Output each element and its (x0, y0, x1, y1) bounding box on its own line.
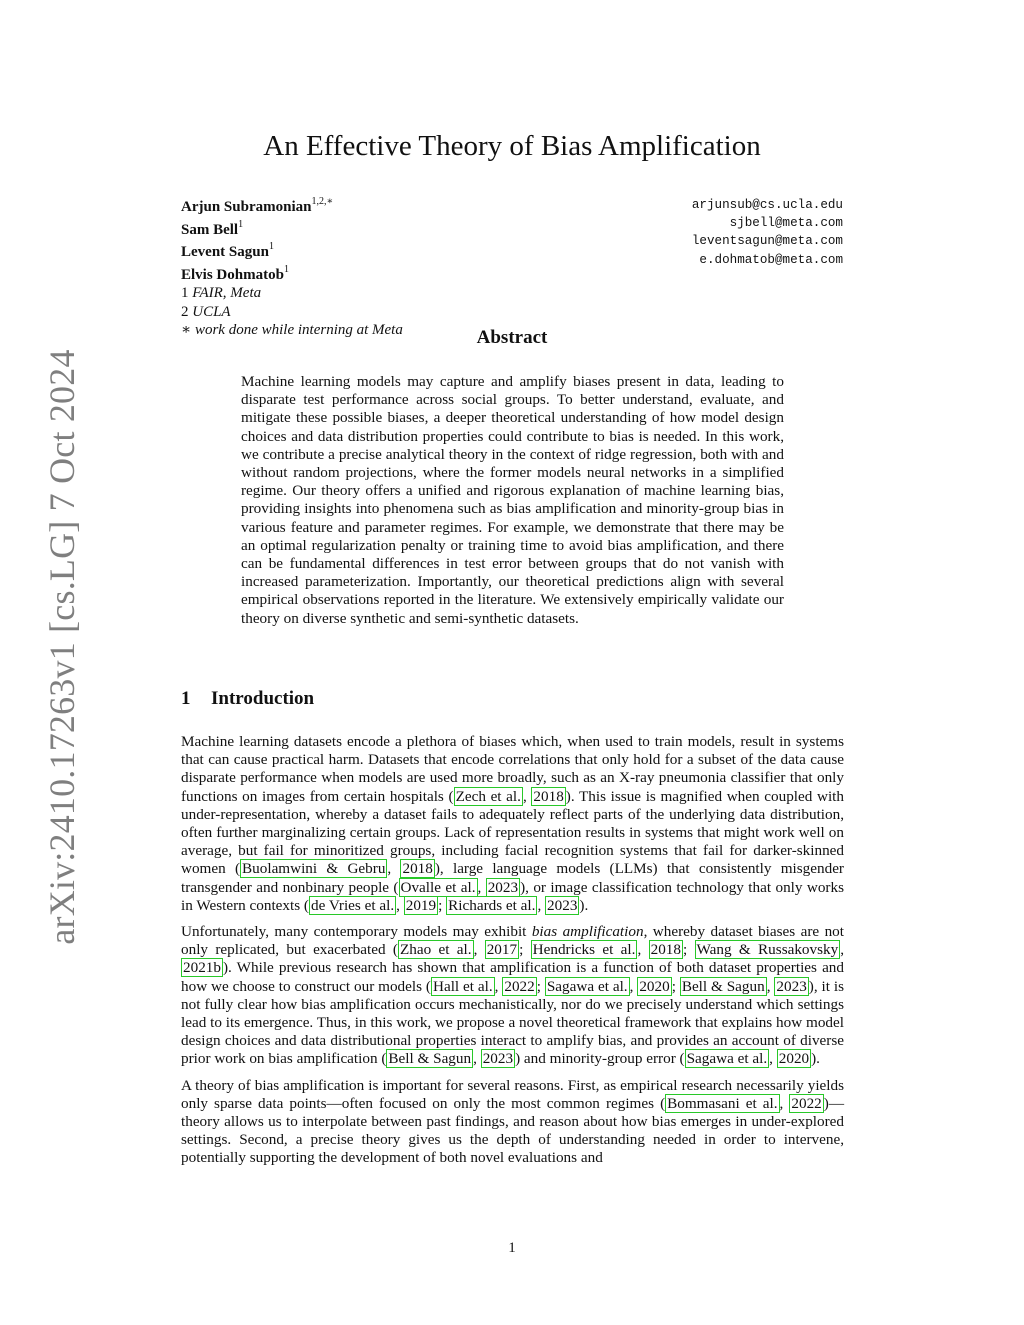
citation-link[interactable]: 2020 (639, 977, 670, 995)
citation-link[interactable]: 2018 (533, 787, 564, 805)
author-name: Elvis Dohmatob (181, 266, 284, 283)
text-run: , (766, 977, 775, 995)
citation-link[interactable]: de Vries et al. (310, 896, 395, 914)
email-3[interactable]: leventsagun@meta.com (691, 234, 843, 249)
citation-link[interactable]: Ovalle et al. (400, 878, 476, 896)
text-run: ; (536, 977, 545, 995)
citation-link[interactable]: 2017 (486, 941, 518, 959)
author-2 (181, 217, 403, 240)
citation-link[interactable]: Sagawa et al. (686, 1050, 768, 1068)
text-run: , (629, 977, 638, 995)
paragraph-2 (181, 923, 844, 1069)
text-run: , (396, 896, 404, 914)
abstract-heading: Abstract (476, 327, 548, 348)
citation-link[interactable]: 2023 (487, 878, 519, 896)
author-affil-mark: 1 (283, 263, 289, 275)
text-run: , (387, 860, 401, 878)
text-run: ), or image classification technology that only works in Western contexts ( (181, 878, 844, 914)
text-run: , (840, 941, 845, 959)
abstract-text: Machine learning models may capture and amplify biases present in data, leading to disparate test performance across social groups. To better understand, evaluate, and mitigate these possible biases, a deeper theoretical understanding of how model design choices and data distribution properties could contribute to bias is needed. In this work, we contribute a precise analytical theory in the context of ridge regression, both with and without random projections, where the former models neural networks in a simplified regime. Our theory offers a unified and rigorous explanation of machine learning bias, providing insights into phenomena such as bias amplification and minority-group bias in various feature and parameter regimes. For example, we demonstrate that there may be an optimal regularization penalty or training time to avoid bias amplification, and there can be fundamental differences in test error between groups that do not vanish with increased parameterization. Importantly, our theoretical predictions align with several empirical observations reported in the literature. We extensively empirically validate our theory on diverse synthetic and semi-synthetic datasets. (241, 373, 784, 627)
text-run: ). (579, 896, 589, 914)
section-title: Introduction (211, 688, 315, 709)
email-1[interactable]: arjunsub@cs.ucla.edu (691, 198, 843, 212)
text-run: )—theory allows us to interpolate between past findings, and reason about how bias emerges in under-explored settings. Second, a precise theory gives us the depth of understanding needed in order to intervene, potentially supporting the development of both novel evaluations and (181, 1094, 845, 1167)
paper-title: An Effective Theory of Bias Amplification (263, 130, 761, 162)
citation-link[interactable]: Wang & Russakovsky (696, 941, 839, 959)
text-run: ) and minority-group error ( (515, 1050, 685, 1068)
citation-link[interactable]: 2023 (482, 1050, 514, 1068)
text-run: , (473, 941, 485, 959)
author-affil-mark: 1 (268, 241, 274, 252)
citation-link[interactable]: 2022 (791, 1094, 822, 1112)
email-block (692, 196, 843, 269)
affiliation-2 (181, 303, 403, 322)
citation-link[interactable]: Zech et al. (455, 787, 521, 805)
affiliation-text: UCLA (192, 303, 231, 320)
text-run: ). This issue is magnified when coupled with under-representation, whereby a dataset fails to adequately reflect parts of the underlying data distribution, often further marginalizing certain groups. Lack of representation results in systems that might work well on average, but fail for minoritized groups, including facial recognition systems that fail for darker-skinned women ( (181, 787, 845, 878)
affiliation-mark: 1 (181, 285, 189, 301)
author-affil-mark: 1 (238, 218, 244, 230)
text-run: , (779, 1094, 790, 1112)
paragraph-3 (181, 1077, 844, 1168)
text-run: ). While previous research has shown that amplification is a function of both dataset properties and how we choose to construct our models ( (181, 959, 844, 995)
text-run: ), large language models (LLMs) that consistently misgender transgender and nonbinary people ( (181, 860, 844, 896)
affiliation-1 (181, 284, 403, 303)
author-affil-mark: 1,2,∗ (311, 196, 334, 207)
citation-link[interactable]: 2023 (547, 896, 578, 914)
section-heading (181, 688, 314, 710)
text-run: , (637, 941, 649, 959)
citation-link[interactable]: 2021b (183, 959, 221, 977)
citation-link[interactable]: Zhao et al. (399, 941, 472, 959)
text-run: ; (682, 941, 695, 959)
citation-link[interactable]: 2018 (650, 941, 681, 959)
text-run: , (769, 1050, 777, 1068)
citation-link[interactable]: Buolamwini & Gebru (242, 860, 386, 878)
page-number: 1 (508, 1240, 516, 1256)
email-2[interactable]: sjbell@meta.com (729, 216, 843, 231)
arxiv-watermark: arXiv:2410.17263v1 [cs.LG] 7 Oct 2024 (42, 349, 82, 945)
section-number: 1 (181, 688, 191, 709)
affiliation-mark: 2 (181, 303, 189, 320)
intro-body (181, 733, 844, 1176)
text-run: , (522, 787, 532, 805)
affiliation-text: work done while interning at Meta (194, 322, 403, 338)
citation-link[interactable]: 2020 (778, 1050, 810, 1068)
author-name: Arjun Subramonian (181, 199, 312, 215)
text-run: Unfortunately, many contemporary models may exhibit (181, 923, 532, 941)
affiliation-mark: ∗ (181, 322, 192, 338)
citation-link[interactable]: 2022 (504, 977, 535, 995)
text-run: , (494, 977, 503, 995)
citation-link[interactable]: 2018 (402, 860, 433, 878)
citation-link[interactable]: Hendricks et al. (532, 941, 636, 959)
author-4 (181, 262, 403, 285)
citation-link[interactable]: Richards et al. (448, 896, 536, 914)
citation-link[interactable]: 2019 (405, 896, 437, 914)
text-run: , whereby dataset biases are not only replicated, but exacerbated ( (181, 923, 844, 959)
text-run: A theory of bias amplification is important for several reasons. First, as empirical research necessarily yields only sparse data points—often focused on only the most common regimes ( (181, 1076, 844, 1112)
author-name: Levent Sagun (181, 244, 269, 260)
text-run: ), it is not fully clear how bias amplification occurs mechanistically, nor do we precisely understand which settings lead to its emergence. Thus, in this work, we propose a novel theoretical framework that explains how model design choices and data distributional properties interact to amplify bias, and provides an account of diverse prior work on bias amplification ( (181, 977, 845, 1068)
citation-link[interactable]: Bell & Sagun (388, 1050, 472, 1068)
text-run: ; (671, 977, 680, 995)
citation-link[interactable]: Bell & Sagun (681, 977, 765, 995)
paragraph-1 (181, 733, 844, 915)
author-name: Sam Bell (181, 221, 239, 238)
author-3 (181, 239, 403, 262)
emphasis-term: bias amplification (531, 923, 644, 941)
text-run: Machine learning datasets encode a plethora of biases which, when used to train models, result in systems that can cause practical harm. Datasets that encode correlations that only hold for a subset of the data cause disparate performance when models are used more broadly, such as an X-ray pneumonia classifier that only functions on images from certain hospitals ( (181, 733, 844, 805)
email-4[interactable]: e.dohmatob@meta.com (699, 252, 843, 267)
text-run: , (473, 1050, 481, 1068)
text-run: , (477, 878, 486, 896)
citation-link[interactable]: Bommasani et al. (667, 1094, 778, 1112)
text-run: ). (811, 1050, 820, 1068)
citation-link[interactable]: 2023 (776, 977, 807, 995)
citation-link[interactable]: Sagawa et al. (546, 977, 628, 995)
text-run: ; (438, 896, 447, 914)
affiliation-text: FAIR, Meta (192, 285, 262, 301)
citation-link[interactable]: Hall et al. (432, 977, 493, 995)
text-run: ; (519, 941, 531, 959)
author-block (181, 194, 403, 340)
text-run: , (537, 896, 546, 914)
author-1 (181, 194, 403, 217)
